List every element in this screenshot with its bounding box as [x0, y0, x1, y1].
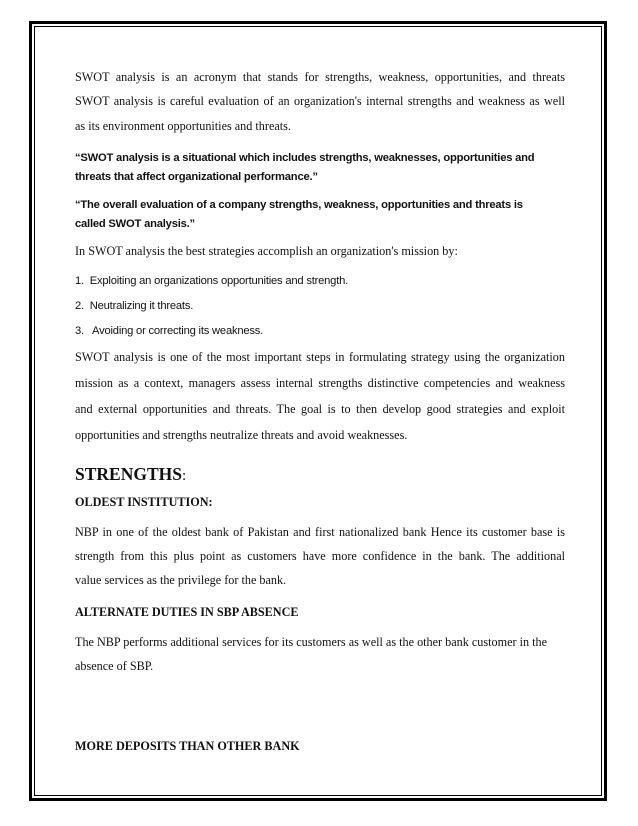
strategies-intro: In SWOT analysis the best strategies accomplish an organization's mission by:: [75, 244, 458, 258]
quote-line: called SWOT analysis.”: [75, 218, 195, 230]
more-deposits-heading: MORE DEPOSITS THAN OTHER BANK: [75, 739, 300, 753]
section-title-colon: :: [181, 468, 187, 484]
quote-line: threats that affect organizational performance.”: [75, 171, 318, 183]
quote-definition-1: [75, 149, 565, 187]
quote-line: “SWOT analysis is a situational which includes strengths, weaknesses, opportunities and: [75, 152, 535, 164]
oldest-institution-heading: OLDEST INSTITUTION:: [75, 495, 213, 509]
swot-paragraph: [75, 344, 565, 448]
paragraph-line: absence of SBP.: [75, 659, 154, 673]
paragraph-line: SWOT analysis is one of the most important steps in formulating strategy using the organization: [75, 350, 565, 364]
alternate-duties-text: [75, 630, 565, 678]
document-body: [75, 64, 565, 756]
list-item: 1. Exploiting an organizations opportunities and strength.: [75, 275, 349, 287]
paragraph-line: mission as a context, managers assess internal strengths distinctive competencies and weakness: [75, 376, 565, 390]
paragraph-line: opportunities and strengths neutralize threats and avoid weaknesses.: [75, 428, 408, 442]
quote-definition-2: [75, 196, 565, 234]
paragraph-line: and external opportunities and threats. The goal is to then develop good strategies and exploit: [75, 402, 565, 416]
paragraph-line: value services as the privilege for the bank.: [75, 573, 287, 587]
paragraph-line: NBP in one of the oldest bank of Pakistan and first nationalized bank Hence its customer base is: [75, 525, 565, 539]
list-item: 2. Neutralizing it threats.: [75, 300, 194, 312]
strategies-list: [75, 270, 565, 342]
alternate-duties-heading: ALTERNATE DUTIES IN SBP ABSENCE: [75, 605, 299, 619]
quote-line: “The overall evaluation of a company strengths, weakness, opportunities and threats is: [75, 199, 523, 211]
paragraph-line: The NBP performs additional services for its customers as well as the other bank customer in the: [75, 635, 548, 649]
list-item: 3. Avoiding or correcting its weakness.: [75, 325, 264, 337]
intro-line: as its environment opportunities and threats.: [75, 119, 291, 133]
intro-line: SWOT analysis is careful evaluation of an organization's internal strengths and weakness as well: [75, 94, 565, 108]
strengths-section-title: [75, 462, 565, 488]
oldest-institution-text: [75, 520, 565, 592]
paragraph-line: strength from this plus point as customers have more confidence in the bank. The additional: [75, 549, 565, 563]
section-title: STRENGTHS: [75, 464, 182, 484]
intro-line: SWOT analysis is an acronym that stands for strengths, weakness, opportunities, and threats: [75, 70, 565, 84]
intro-paragraph: [75, 64, 565, 140]
